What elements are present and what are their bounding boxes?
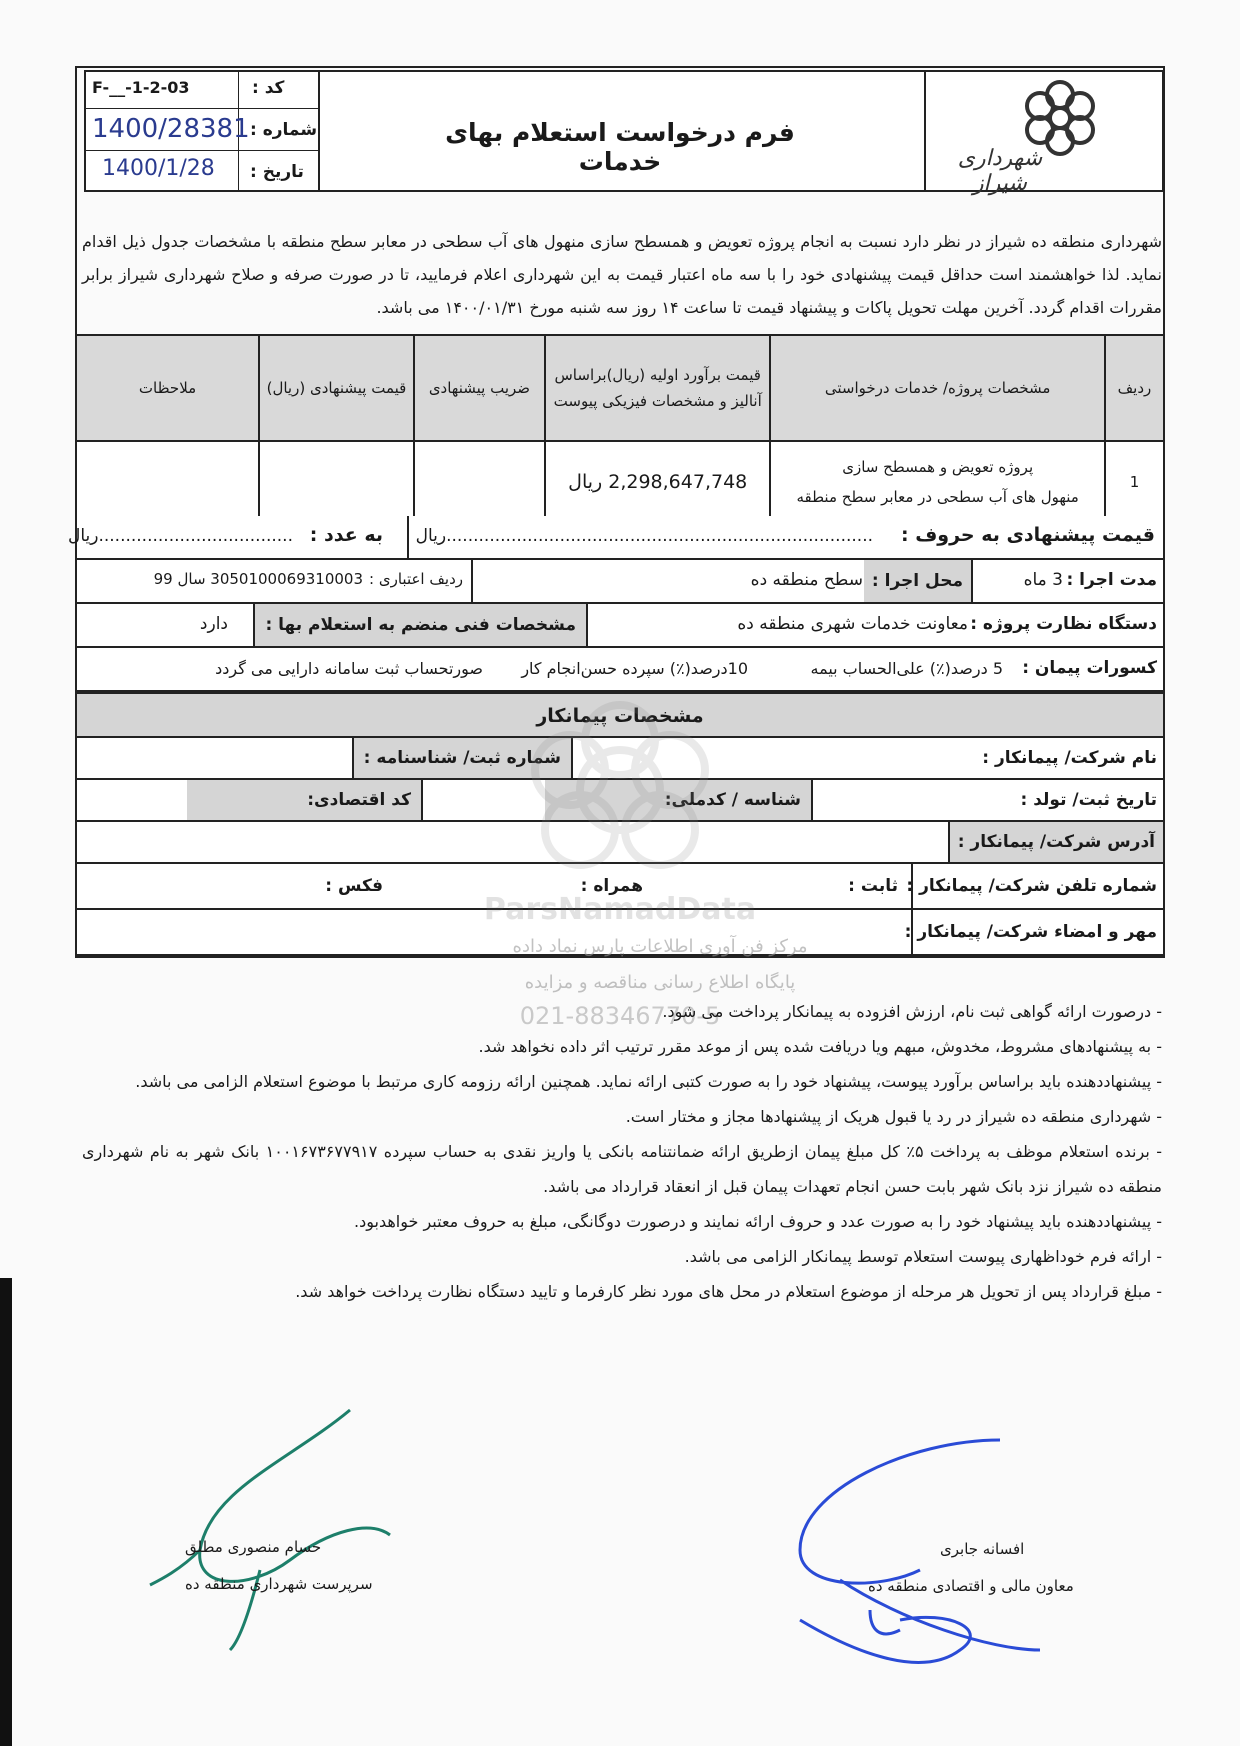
watermark-phone: 021-88346770-5	[519, 1002, 721, 1030]
logo-text: شهرداری شیراز	[957, 146, 1043, 196]
right-signer-title: معاون مالی و اقتصادی منطقه ده	[868, 1577, 1074, 1595]
deduct-invoice: صورتحساب ثبت سامانه دارایی می گردد	[215, 659, 483, 678]
spec-line-2: منهول های آب سطحی در معابر سطح منطقه	[796, 488, 1079, 506]
price-words-field[interactable]: ...............................................................................ریال	[415, 526, 873, 546]
phone-label[interactable]: شماره تلفن شرکت/ پیمانکار :	[906, 876, 1157, 896]
list-item: - مبلغ قرارداد پس از تحویل هر مرحله از موضوع استعلام در محل های مورد نظر کارفرما و تایید دستگاه نظارت پرداخت خواهد شد.	[295, 1282, 1162, 1301]
date-value: 1400/1/28	[102, 156, 215, 181]
budget-label: ردیف اعتباری :	[369, 570, 463, 588]
col-estimate: قیمت برآورد اولیه (ریال)براساس آنالیز و مشخصات فیزیکی پیوست	[545, 335, 770, 441]
supervisor-value: معاونت خدمات شهری منطقه ده	[737, 614, 968, 634]
deduct-insurance: 5 درصد(٪) علی‌الحساب بیمه	[810, 659, 1003, 678]
contractor-section-title: مشخصات پیمانکار	[536, 705, 704, 727]
price-words-label: قیمت پیشنهادی به حروف :	[901, 524, 1155, 546]
left-signature-icon	[140, 1400, 420, 1660]
regno-label[interactable]: شماره ثبت/ شناسنامه :	[352, 738, 573, 778]
date-label: تاریخ :	[250, 162, 304, 182]
table-row	[76, 441, 1164, 523]
terms-list	[82, 994, 1162, 1309]
intro-paragraph: شهرداری منطقه ده شیراز در نظر دارد نسبت به انجام پروژه تعویض و همسطح سازی منهول های آب سطحی در معابر سطح منطقه با مشخصات جدول ذیل اقدام نماید. لذا خواهشمند است حداقل قیمت پیشنهادی خود را با سه ماه اعتبار قیمت به این شهرداری اعلام فرمایید، تا در صورت صرفه و صلاح شهرداری شیراز برابر مقررات اقدام گردد. آخرین مهلت تحویل پاکات و پیشنهاد قیمت تا ساعت ۱۴ روز سه شنبه مورخ ۱۴۰۰/۰۱/۳۱ می باشد.	[82, 232, 1162, 317]
deduct-label: کسورات پیمان :	[1022, 658, 1157, 678]
cell-estimate: 2,298,647,748 ریال	[545, 441, 770, 523]
mobile-label[interactable]: همراه :	[580, 876, 643, 896]
cell-coef[interactable]	[414, 441, 545, 523]
col-notes: ملاحظات	[76, 335, 259, 441]
supervisor-label: دستگاه نظارت پروژه :	[970, 614, 1157, 634]
regdate-label[interactable]: تاریخ ثبت/ تولد :	[1020, 790, 1157, 810]
code-value: F-__-1-2-03	[92, 78, 190, 97]
address-label[interactable]: آدرس شرکت/ پیمانکار :	[948, 822, 1163, 862]
place-value: سطح منطقه ده	[750, 570, 863, 590]
left-signer-title: سرپرست شهرداری منطقه ده	[185, 1575, 373, 1593]
duration-value: 3 ماه	[1023, 570, 1063, 590]
watermark-line2: پایگاه اطلاع رسانی مناقصه و مزایده	[524, 972, 796, 993]
table-header-row	[76, 335, 1164, 441]
col-offer: قیمت پیشنهادی (ریال)	[259, 335, 414, 441]
number-label: شماره :	[250, 120, 318, 140]
spec-line-1: پروژه تعویض و همسطح سازی	[842, 458, 1034, 476]
number-value: 1400/28381	[92, 114, 250, 144]
seal-label[interactable]: مهر و امضاء شرکت/ پیمانکار :	[904, 922, 1157, 942]
price-number-label: به عدد :	[309, 524, 383, 546]
price-row	[67, 516, 1165, 560]
fixed-phone-label[interactable]: ثابت :	[848, 876, 898, 896]
list-item: - شهرداری منطقه ده شیراز در رد یا قبول هریک از پیشنهادها مجاز و مختار است.	[625, 1107, 1162, 1126]
economic-code-label[interactable]: کد اقتصادی:	[187, 780, 423, 820]
contractor-name-label[interactable]: نام شرکت/ پیمانکار :	[982, 748, 1157, 768]
watermark-brand: ParsNamadData	[483, 892, 757, 927]
list-item: - پیشنهاددهنده باید پیشنهاد خود را به صورت عدد و حروف ارائه نمایند و درصورت دوگانگی، مبلغ به حروف معتبر خواهدبود.	[354, 1212, 1162, 1231]
list-item: - پیشنهاددهنده باید براساس برآورد پیوست، پیشنهاد خود را به صورت کتبی ارائه نماید. همچنین ارائه رزومه کاری مرتبط با موضوع استعلام الزامی می باشد.	[135, 1072, 1162, 1091]
supervisor-row	[75, 604, 1165, 648]
cell-row: 1	[1105, 441, 1164, 523]
right-signer-name: افسانه جابری	[940, 1540, 1025, 1558]
techspec-label: مشخصات فنی منضم به استعلام بها :	[253, 604, 588, 646]
right-signature-icon	[760, 1420, 1060, 1700]
list-item: - درصورت ارائه گواهی ثبت نام، ارزش افزوده به پیمانکار پرداخت می شود.	[662, 1002, 1162, 1021]
fax-label[interactable]: فکس :	[325, 876, 383, 896]
techspec-value: دارد	[199, 614, 228, 634]
code-label: کد :	[252, 78, 285, 98]
watermark	[430, 700, 810, 940]
budget-value: 3050100069310003 سال 99	[153, 570, 363, 588]
list-item: - برنده استعلام موظف به پرداخت ۵٪ کل مبلغ پیمان ازطریق ارائه ضمانتنامه بانکی یا واریز نقدی به حساب سپرده ۱۰۰۱۶۷۳۶۷۷۹۱۷ بانک شهر به نام شهرداری منطقه ده شیراز نزد بانک شهر بابت حسن انجام تعهدات پیمان قبل از انعقاد قرارداد می باشد.	[82, 1142, 1162, 1196]
services-table	[75, 334, 1165, 524]
cell-notes[interactable]	[76, 441, 259, 523]
left-signer-name: حسام منصوری مطلق	[185, 1538, 322, 1556]
cell-offer[interactable]	[259, 441, 414, 523]
col-spec: مشخصات پروژه/ خدمات درخواستی	[770, 335, 1105, 441]
page-title: فرم درخواست استعلام بهای خدمات	[445, 118, 795, 176]
col-row: ردیف	[1105, 335, 1164, 441]
deductions-row	[75, 648, 1165, 692]
duration-row	[75, 560, 1165, 604]
natid-label[interactable]: شناسه / کدملی:	[545, 780, 813, 820]
scan-edge	[0, 1278, 12, 1746]
list-item: - ارائه فرم خوداظهاری پیوست استعلام توسط پیمانکار الزامی می باشد.	[684, 1247, 1162, 1266]
deduct-guarantee: 10درصد(٪) سپرده حسن‌انجام کار	[521, 659, 748, 678]
col-coef: ضریب پیشنهادی	[414, 335, 545, 441]
price-number-field[interactable]: ....................................ریال	[67, 526, 293, 546]
watermark-line1: مرکز فن آوری اطلاعات پارس نماد داده	[512, 936, 808, 957]
place-label: محل اجرا :	[864, 560, 971, 602]
list-item: - به پیشنهادهای مشروط، مخدوش، مبهم ویا دریافت شده پس از موعد مقرر ترتیب اثر داده نخواهد شد.	[478, 1037, 1162, 1056]
duration-label: مدت اجرا :	[1066, 570, 1157, 590]
cell-spec	[770, 441, 1105, 523]
